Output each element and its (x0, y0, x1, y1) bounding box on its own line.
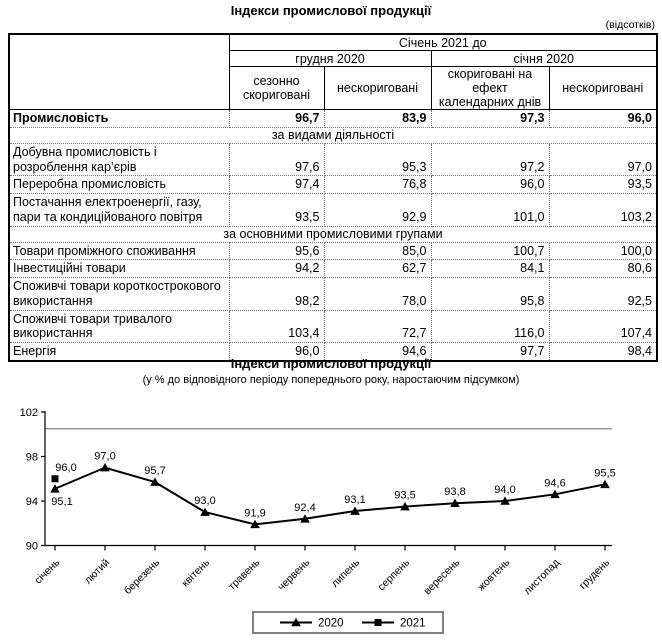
value-cell: 96,0 (229, 343, 324, 361)
data-label: 95,1 (51, 495, 73, 508)
value-cell: 97,6 (229, 143, 324, 176)
header-group-dec2020: грудня 2020 (229, 51, 431, 67)
value-cell: 80,6 (549, 260, 657, 278)
value-cell: 72,7 (324, 310, 431, 343)
x-axis-label: серпень (375, 556, 413, 594)
row-label: Інвестиційні товари (9, 260, 229, 278)
header-col-seasonal: сезонно скориговані (229, 67, 324, 110)
percent-unit-note: (відсотків) (605, 19, 655, 31)
indices-table (8, 33, 658, 362)
legend-label: 2021 (400, 617, 426, 630)
header-col-calendar: скориговані на ефект календарних днів (431, 67, 549, 110)
table-row (9, 176, 657, 194)
x-axis-label: березень (121, 556, 163, 597)
data-label: 94,6 (544, 477, 566, 490)
value-cell: 97,0 (549, 143, 657, 176)
data-point-triangle (100, 463, 110, 471)
x-axis-label: листопад (521, 556, 563, 598)
value-cell: 103,2 (549, 194, 657, 227)
x-axis-label: травень (226, 556, 263, 593)
data-label: 93,1 (344, 494, 366, 507)
value-cell: 92,9 (324, 194, 431, 227)
data-point-square (52, 475, 59, 482)
value-cell: 97,4 (229, 176, 324, 194)
row-label: Добувна промисловість і розроблення кар’єрів (9, 143, 229, 176)
value-cell: 103,4 (229, 310, 324, 343)
table-row (9, 278, 657, 311)
value-cell: 98,4 (549, 343, 657, 361)
row-label: Переробна промисловість (9, 176, 229, 194)
data-label: 91,9 (244, 507, 266, 520)
x-axis-label: квітень (179, 556, 213, 590)
table-row (9, 143, 657, 176)
value-cell: 116,0 (431, 310, 549, 343)
value-cell: 62,7 (324, 260, 431, 278)
value-cell: 76,8 (324, 176, 431, 194)
value-cell: 94,6 (324, 343, 431, 361)
row-label-column-header (9, 34, 229, 110)
section-row (9, 127, 657, 143)
data-label: 92,4 (294, 501, 316, 514)
value-cell: 97,7 (431, 343, 549, 361)
x-axis-label: лютий (82, 556, 113, 587)
header-col-unadjusted-2: нескориговані (549, 67, 657, 110)
value-cell: 78,0 (324, 278, 431, 311)
value-cell: 84,1 (431, 260, 549, 278)
table-row (9, 242, 657, 260)
value-cell: 107,4 (549, 310, 657, 343)
table-row (9, 260, 657, 278)
table-row (9, 194, 657, 227)
x-axis-label: жовтень (475, 556, 513, 594)
data-label: 97,0 (94, 450, 116, 463)
value-cell: 95,6 (229, 242, 324, 260)
value-cell: 92,5 (549, 278, 657, 311)
header-group-jan2020: січня 2020 (431, 51, 657, 67)
value-cell: 98,2 (229, 278, 324, 311)
data-point-triangle (200, 508, 210, 516)
value-cell: 100,7 (431, 242, 549, 260)
data-label: 96,0 (55, 461, 77, 474)
data-label: 95,7 (144, 465, 166, 478)
value-cell: 93,5 (549, 176, 657, 194)
value-cell: 94,2 (229, 260, 324, 278)
x-axis-label: червень (275, 556, 313, 594)
value-cell: 96,0 (431, 176, 549, 194)
value-cell: 100,0 (549, 242, 657, 260)
table-row (9, 310, 657, 343)
row-label: Промисловість (9, 110, 229, 128)
value-cell: 101,0 (431, 194, 549, 227)
y-axis-tick-label: 94 (25, 496, 38, 508)
data-label: 93,5 (394, 489, 416, 502)
y-axis-tick-label: 90 (25, 540, 38, 553)
document-title: Індекси промислової продукції (230, 3, 432, 18)
value-cell: 96,0 (549, 110, 657, 128)
value-cell: 95,8 (431, 278, 549, 311)
data-label: 94,0 (494, 484, 516, 496)
header-col-unadjusted-1: нескориговані (324, 67, 431, 110)
x-axis-label: липень (329, 556, 363, 590)
row-label: Споживчі товари тривалого використання (9, 310, 229, 343)
row-label: Товари проміжного споживання (9, 242, 229, 260)
x-axis-label: грудень (576, 556, 613, 592)
y-axis-tick-label: 102 (19, 407, 38, 419)
section-label: за видами діяльності (9, 127, 657, 143)
value-cell: 85,0 (324, 242, 431, 260)
row-label: Енергія (9, 343, 229, 361)
value-cell: 95,3 (324, 143, 431, 176)
value-cell: 83,9 (324, 110, 431, 128)
chart-title: Індекси промислової продукції (230, 356, 432, 371)
y-axis-tick-label: 98 (25, 451, 38, 464)
legend-label: 2020 (318, 617, 344, 630)
chart-canvas (0, 394, 662, 641)
data-point-triangle (600, 480, 610, 488)
chart-subtitle: (у % до відповідного періоду попереднього року, наростаючим підсумком) (142, 374, 520, 386)
data-label: 95,5 (594, 467, 616, 480)
x-axis-label: січень (32, 556, 63, 587)
row-label: Споживчі товари короткострокового використання (9, 278, 229, 311)
value-cell: 93,5 (229, 194, 324, 227)
data-label: 93,8 (444, 486, 466, 499)
series-2020-line (55, 468, 605, 525)
header-period-top: Січень 2021 до (229, 34, 657, 51)
legend-square-marker (375, 619, 382, 626)
section-row (9, 226, 657, 242)
data-label: 93,0 (194, 495, 216, 508)
section-label: за основними промисловими групами (9, 226, 657, 242)
x-axis-label: вересень (421, 556, 463, 598)
value-cell: 97,3 (431, 110, 549, 128)
row-label: Постачання електроенергії, газу, пари та кондиційованого повітря (9, 194, 229, 227)
value-cell: 97,2 (431, 143, 549, 176)
value-cell: 96,7 (229, 110, 324, 128)
table-row (9, 110, 657, 128)
